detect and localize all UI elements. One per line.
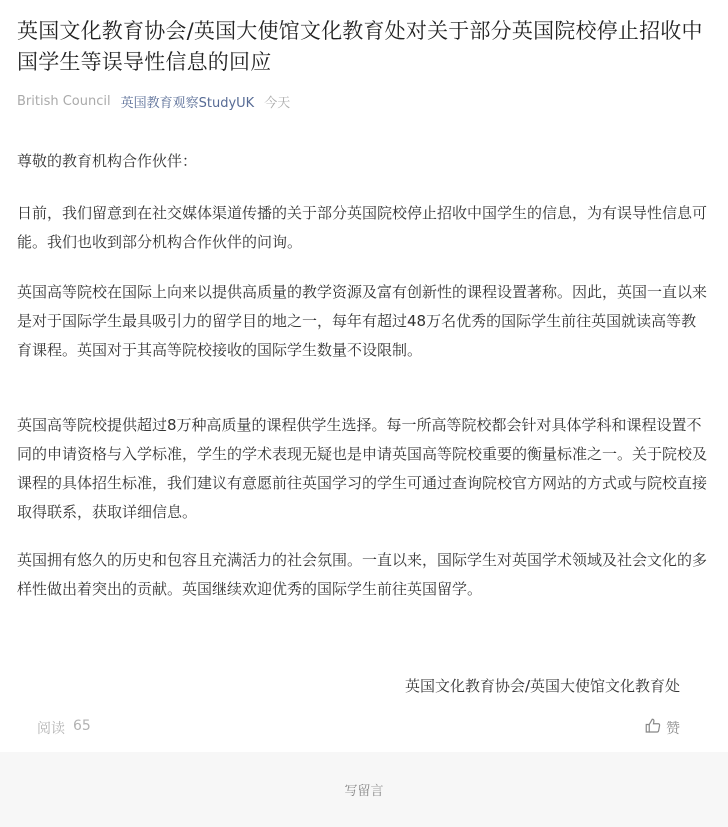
paragraph-2: 英国高等院校在国际上向来以提供高质量的教学资源及富有创新性的课程设置著称。因此，英国一直以来是对于国际学生最具吸引力的留学目的地之一，每年有超过48万名优秀的国际学生前往英国就读高等教育课程。英国对于其高等院校接收的国际学生数量不设限制。	[17, 283, 708, 359]
signature: 英国文化教育协会/英国大使馆文化教育处	[404, 677, 680, 695]
paragraph-3: 英国高等院校提供超过8万种高质量的课程供学生选择。每一所高等院校都会针对具体学科和课程设置不同的申请资格与入学标准，学生的学术表现无疑也是申请英国高等院校重要的衡量标准之一。关于院校及课程的具体招生标准，我们建议有意愿前往英国学习的学生可通过查询院校官方网站的方式或与院校直接取得联系，获取详细信息。	[17, 416, 708, 521]
read-label: 阅读	[37, 721, 65, 737]
read-number: 65	[73, 718, 91, 734]
thumbs-up-icon	[644, 717, 662, 739]
comment-area	[0, 752, 728, 827]
salutation: 尊敬的教育机构合作伙伴：	[17, 152, 198, 170]
publish-time: 今天	[264, 96, 291, 111]
read-count	[37, 718, 91, 738]
like-button[interactable]	[644, 717, 680, 739]
article-meta	[17, 92, 290, 111]
write-comment-button[interactable]: 写留言	[344, 784, 384, 799]
like-label: 赞	[666, 721, 680, 737]
paragraph-4: 英国拥有悠久的历史和包容且充满活力的社会氛围。一直以来，国际学生对英国学术领域及社会文化的多样性做出着突出的贡献。英国继续欢迎优秀的国际学生前往英国留学。	[17, 551, 708, 598]
article-footer	[0, 712, 728, 744]
author-name: British Council	[17, 94, 111, 109]
account-link[interactable]: 英国教育观察StudyUK	[120, 96, 255, 111]
paragraph-1: 日前，我们留意到在社交媒体渠道传播的关于部分英国院校停止招收中国学生的信息，为有误导性信息可能。我们也收到部分机构合作伙伴的问询。	[17, 204, 708, 251]
article-title: 英国文化教育协会/英国大使馆文化教育处对关于部分英国院校停止招收中国学生等误导性信息的回应	[17, 19, 703, 74]
